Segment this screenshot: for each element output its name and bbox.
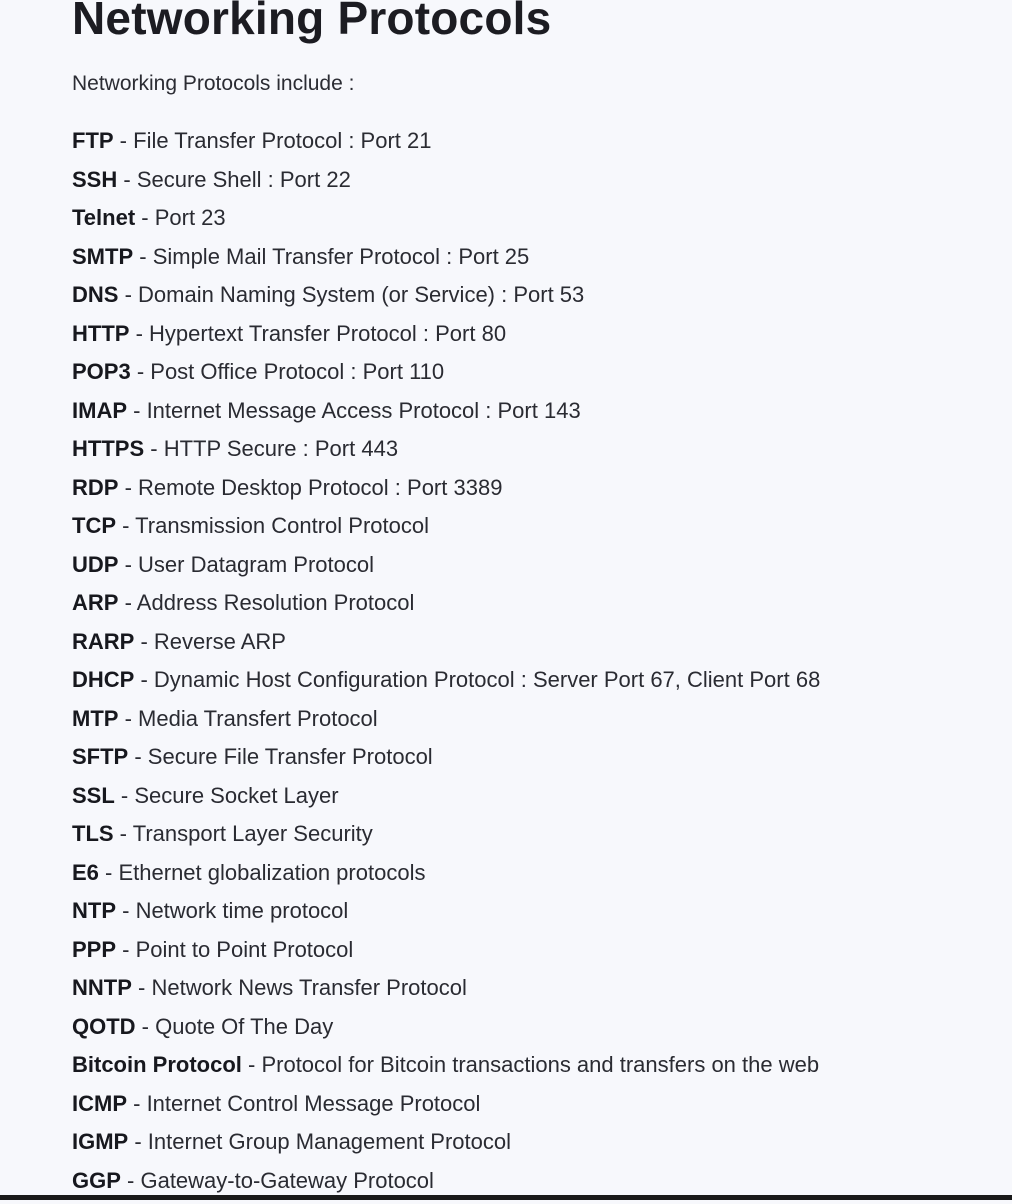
protocol-description: Address Resolution Protocol <box>137 590 415 615</box>
protocol-item <box>72 973 820 1012</box>
bottom-border <box>0 1195 1012 1200</box>
separator: - <box>114 128 134 153</box>
protocol-term: TCP <box>72 513 116 538</box>
protocol-term: HTTP <box>72 321 129 346</box>
separator: - <box>129 321 149 346</box>
separator: - <box>116 513 135 538</box>
protocol-item <box>72 473 820 512</box>
protocol-item <box>72 627 820 666</box>
separator: - <box>144 436 164 461</box>
protocol-term: IMAP <box>72 398 127 423</box>
protocol-term: POP3 <box>72 359 131 384</box>
protocol-term: SSL <box>72 783 115 808</box>
protocol-description: Ethernet globalization protocols <box>118 860 425 885</box>
intro-text: Networking Protocols include : <box>72 70 354 98</box>
separator: - <box>118 282 138 307</box>
separator: - <box>134 667 154 692</box>
separator: - <box>118 706 138 731</box>
protocol-item <box>72 203 820 242</box>
protocol-description: Reverse ARP <box>154 629 286 654</box>
separator: - <box>115 783 135 808</box>
protocol-item <box>72 704 820 743</box>
separator: - <box>242 1052 262 1077</box>
protocol-description: Port 23 <box>155 205 226 230</box>
protocol-item <box>72 280 820 319</box>
protocol-description: Protocol for Bitcoin transactions and transfers on the web <box>261 1052 819 1077</box>
protocol-description: Hypertext Transfer Protocol : Port 80 <box>149 321 506 346</box>
protocol-term: DHCP <box>72 667 134 692</box>
protocol-item <box>72 858 820 897</box>
protocol-description: Gateway-to-Gateway Protocol <box>140 1168 433 1193</box>
protocol-description: Point to Point Protocol <box>136 937 354 962</box>
separator: - <box>132 975 152 1000</box>
protocol-item <box>72 126 820 165</box>
protocol-item <box>72 434 820 473</box>
protocol-item <box>72 357 820 396</box>
protocol-item <box>72 1089 820 1128</box>
protocol-item <box>72 242 820 281</box>
separator: - <box>117 167 137 192</box>
protocol-description: Internet Group Management Protocol <box>148 1129 511 1154</box>
protocol-term: Telnet <box>72 205 135 230</box>
protocol-item <box>72 819 820 858</box>
protocol-description: Post Office Protocol : Port 110 <box>150 359 444 384</box>
separator: - <box>116 937 136 962</box>
protocol-description: Dynamic Host Configuration Protocol : Server Port 67, Client Port 68 <box>154 667 820 692</box>
protocol-item <box>72 396 820 435</box>
protocol-list <box>72 126 820 1204</box>
protocol-term: QOTD <box>72 1014 136 1039</box>
protocol-term: DNS <box>72 282 118 307</box>
separator: - <box>99 860 119 885</box>
protocol-term: FTP <box>72 128 114 153</box>
protocol-term: SFTP <box>72 744 128 769</box>
protocol-term: TLS <box>72 821 114 846</box>
protocol-description: Network time protocol <box>136 898 349 923</box>
protocol-item <box>72 935 820 974</box>
protocol-description: User Datagram Protocol <box>138 552 374 577</box>
separator: - <box>136 1014 156 1039</box>
protocol-term: MTP <box>72 706 118 731</box>
protocol-term: HTTPS <box>72 436 144 461</box>
separator: - <box>121 1168 141 1193</box>
separator: - <box>116 898 136 923</box>
separator: - <box>134 629 154 654</box>
protocol-term: ICMP <box>72 1091 127 1116</box>
protocol-item <box>72 1127 820 1166</box>
protocol-description: File Transfer Protocol : Port 21 <box>133 128 431 153</box>
protocol-description: Media Transfert Protocol <box>138 706 378 731</box>
separator: - <box>127 1091 147 1116</box>
separator: - <box>128 744 148 769</box>
protocol-term: ARP <box>72 590 118 615</box>
protocol-item <box>72 781 820 820</box>
protocol-item <box>72 665 820 704</box>
protocol-term: NNTP <box>72 975 132 1000</box>
protocol-item <box>72 165 820 204</box>
protocol-description: Secure File Transfer Protocol <box>148 744 433 769</box>
protocol-term: NTP <box>72 898 116 923</box>
protocol-description: Simple Mail Transfer Protocol : Port 25 <box>153 244 530 269</box>
protocol-term: SMTP <box>72 244 133 269</box>
separator: - <box>118 590 136 615</box>
protocol-term: RARP <box>72 629 134 654</box>
protocol-description: Transport Layer Security <box>133 821 373 846</box>
separator: - <box>118 552 138 577</box>
protocol-description: Internet Control Message Protocol <box>147 1091 481 1116</box>
protocol-term: GGP <box>72 1168 121 1193</box>
protocol-description: Domain Naming System (or Service) : Port 53 <box>138 282 584 307</box>
protocol-item <box>72 1050 820 1089</box>
protocol-description: HTTP Secure : Port 443 <box>164 436 398 461</box>
protocol-term: Bitcoin Protocol <box>72 1052 242 1077</box>
page-title: Networking Protocols <box>72 0 551 48</box>
separator: - <box>133 244 153 269</box>
protocol-term: UDP <box>72 552 118 577</box>
protocol-description: Secure Socket Layer <box>134 783 338 808</box>
protocol-item <box>72 511 820 550</box>
protocol-description: Quote Of The Day <box>155 1014 333 1039</box>
separator: - <box>127 398 147 423</box>
protocol-description: Network News Transfer Protocol <box>151 975 466 1000</box>
protocol-item <box>72 1012 820 1051</box>
protocol-term: IGMP <box>72 1129 128 1154</box>
protocol-description: Internet Message Access Protocol : Port 143 <box>147 398 581 423</box>
protocol-item <box>72 742 820 781</box>
protocol-term: RDP <box>72 475 118 500</box>
separator: - <box>135 205 155 230</box>
protocol-item <box>72 588 820 627</box>
separator: - <box>131 359 151 384</box>
protocol-description: Transmission Control Protocol <box>135 513 429 538</box>
separator: - <box>128 1129 148 1154</box>
protocol-item <box>72 896 820 935</box>
separator: - <box>114 821 133 846</box>
protocol-term: E6 <box>72 860 99 885</box>
protocol-term: SSH <box>72 167 117 192</box>
protocol-term: PPP <box>72 937 116 962</box>
protocol-item <box>72 550 820 589</box>
protocol-item <box>72 319 820 358</box>
separator: - <box>118 475 138 500</box>
protocol-description: Secure Shell : Port 22 <box>137 167 351 192</box>
protocol-description: Remote Desktop Protocol : Port 3389 <box>138 475 502 500</box>
